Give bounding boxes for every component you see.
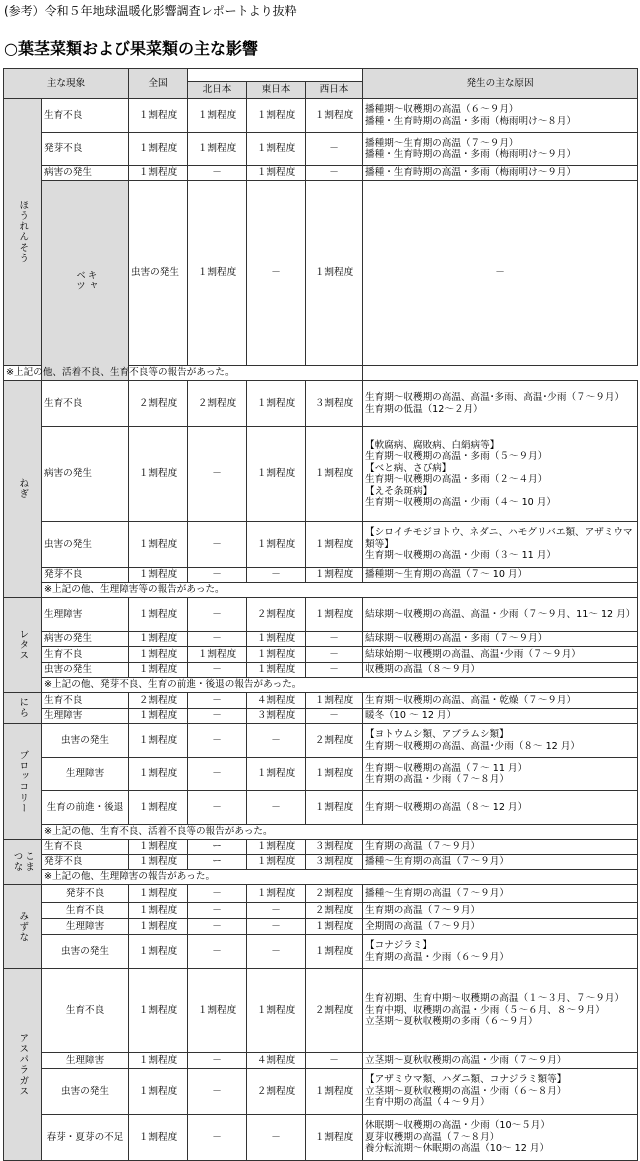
- nationwide-cell: ２割程度: [129, 693, 188, 709]
- cause-line: 生育期～収穫期の高温、高温･少雨（８～ 12 月）: [365, 740, 581, 752]
- cause-line: 生育初期、生育中期～収穫期の高温（１～３月、７～９月）: [365, 993, 625, 1005]
- table-row: [4, 647, 638, 663]
- table-row: [4, 427, 638, 522]
- north-cell: －: [188, 919, 247, 935]
- cause-line: 暖冬（10 ～ 12 月）: [365, 710, 457, 722]
- impact-table: [3, 68, 638, 1161]
- remark-row: [4, 825, 638, 840]
- cause-line: 結球期～収穫期の高温、高温・少雨（７～９月、11～ 12 月）: [365, 608, 636, 620]
- west-cell: １割程度: [306, 935, 363, 969]
- cause-cell: [363, 885, 638, 903]
- cause-line: 【コナジラミ】: [365, 940, 432, 951]
- cause-cell: [363, 427, 638, 522]
- cause-line: 夏芽収穫期の高温（７～８月）: [365, 1131, 500, 1143]
- cause-cell: [363, 903, 638, 919]
- north-cell: －: [188, 632, 247, 647]
- west-cell: １割程度: [306, 758, 363, 791]
- east-cell: １割程度: [306, 181, 363, 366]
- east-cell: １割程度: [247, 133, 306, 166]
- table-row: [4, 758, 638, 791]
- north-cell: －: [188, 663, 247, 678]
- phenomenon-cell: 生理障害: [42, 919, 129, 935]
- nationwide-cell: １割程度: [129, 568, 188, 583]
- phenomenon-cell: 生育不良: [42, 693, 129, 709]
- north-cell: ２割程度: [188, 381, 247, 427]
- cause-cell: [363, 381, 638, 427]
- phenomenon-cell: 生理障害: [42, 1053, 129, 1069]
- phenomenon-cell: 虫害の発生: [42, 935, 129, 969]
- table-row: [4, 1053, 638, 1069]
- west-cell: －: [306, 647, 363, 663]
- cause-cell: [363, 693, 638, 709]
- phenomenon-cell: 病害の発生: [42, 632, 129, 647]
- cause-cell: [363, 709, 638, 724]
- north-cell: １割程度: [188, 647, 247, 663]
- east-cell: １割程度: [247, 758, 306, 791]
- phenomenon-cell: 発芽不良: [42, 885, 129, 903]
- east-cell: １割程度: [247, 855, 306, 870]
- nationwide-cell: １割程度: [129, 885, 188, 903]
- remark-text: ※上記の他、生育不良、活着不良等の報告があった。: [42, 825, 638, 840]
- cause-cell: [363, 647, 638, 663]
- cause-line: 全期間の高温（７～９月）: [365, 920, 481, 932]
- east-cell: －: [247, 903, 306, 919]
- category-lettuce: レタス: [4, 598, 42, 693]
- cause-cell: [363, 568, 638, 583]
- category-line: こま: [23, 851, 34, 873]
- east-cell: －: [247, 724, 306, 758]
- cause-line: 播種期～収穫期の高温（６～９月）: [365, 104, 519, 115]
- phenomenon-cell: 発芽不良: [42, 133, 129, 166]
- table-row: [4, 632, 638, 647]
- cause-line: 結球期～収穫期の高温・多雨（７～９月）: [365, 633, 548, 645]
- nationwide-cell: １割程度: [129, 133, 188, 166]
- nationwide-cell: １割程度: [129, 632, 188, 647]
- table-row: [4, 663, 638, 678]
- cause-line: 【べと病、さび病】: [365, 462, 452, 474]
- cause-cell: [363, 758, 638, 791]
- header-cause: 発生の主な原因: [363, 69, 638, 99]
- cause-cell: [363, 166, 638, 181]
- phenomenon-cell: 生育不良: [42, 647, 129, 663]
- phenomenon-cell: 生育不良: [42, 840, 129, 855]
- east-cell: １割程度: [247, 885, 306, 903]
- table-row: [4, 598, 638, 632]
- phenomenon-cell: 生育不良: [42, 903, 129, 919]
- nationwide-cell: １割程度: [129, 522, 188, 568]
- east-cell: ２割程度: [247, 1069, 306, 1115]
- east-cell: ４割程度: [247, 693, 306, 709]
- cause-line: 生育中期の高温（４～９月）: [365, 1097, 490, 1109]
- cause-line: 播種期～生育期の高温（７～９月）: [365, 137, 519, 149]
- category-line: ベツ: [74, 269, 85, 292]
- category-line: キャ: [85, 269, 97, 292]
- cause-line: 生育期の低温（12～２月）: [365, 403, 483, 415]
- cause-cell: [363, 791, 638, 825]
- cause-line: 生育期の高温・少雨（６～９月）: [365, 951, 509, 963]
- east-cell: １割程度: [247, 632, 306, 647]
- north-cell: －: [188, 1115, 247, 1161]
- north-cell: －: [188, 693, 247, 709]
- north-cell: －: [188, 903, 247, 919]
- east-cell: ２割程度: [247, 598, 306, 632]
- north-cell: －: [188, 885, 247, 903]
- west-cell: －: [363, 181, 638, 366]
- remark-text: ※上記の他、発芽不良、生育の前進・後退の報告があった。: [42, 678, 638, 693]
- remark-row: [4, 870, 638, 885]
- remark-row: [4, 583, 638, 598]
- east-cell: １割程度: [247, 663, 306, 678]
- cause-cell: [363, 840, 638, 855]
- west-cell: １割程度: [306, 791, 363, 825]
- west-cell: １割程度: [306, 568, 363, 583]
- header-phenomenon: 主な現象: [4, 69, 129, 99]
- nationwide-cell: ２割程度: [129, 381, 188, 427]
- category-spinach: ほうれんそう: [4, 99, 42, 366]
- north-cell: －: [188, 522, 247, 568]
- nationwide-cell: １割程度: [129, 919, 188, 935]
- west-cell: －: [306, 166, 363, 181]
- table-row: [4, 1069, 638, 1115]
- cause-cell: [363, 632, 638, 647]
- cause-cell: [363, 1053, 638, 1069]
- nationwide-cell: １割程度: [129, 1115, 188, 1161]
- table-row: [4, 791, 638, 825]
- cause-cell: [363, 919, 638, 935]
- cause-cell: [363, 1115, 638, 1161]
- cause-cell: [363, 598, 638, 632]
- cause-line: 生育期～収穫期の高温・多雨（２～４月）: [365, 474, 548, 485]
- east-cell: １割程度: [247, 840, 306, 855]
- category-komatsuna: [4, 840, 42, 885]
- nationwide-cell: １割程度: [129, 969, 188, 1053]
- east-cell: －: [247, 919, 306, 935]
- west-cell: ２割程度: [306, 903, 363, 919]
- cause-line: 【シロイチモジヨトウ、ネダニ、ハモグリバエ類、アザミウマ類等】: [365, 527, 633, 550]
- nationwide-cell: １割程度: [129, 724, 188, 758]
- west-cell: ２割程度: [306, 724, 363, 758]
- cause-cell: [363, 969, 638, 1053]
- west-cell: ３割程度: [306, 840, 363, 855]
- nationwide-cell: １割程度: [129, 1069, 188, 1115]
- east-cell: １割程度: [247, 99, 306, 133]
- west-cell: ３割程度: [306, 855, 363, 870]
- nationwide-cell: １割程度: [129, 598, 188, 632]
- cause-line: 結球始期～収穫期の高温、高温･少雨（７～９月）: [365, 648, 581, 660]
- cause-line: 生育期の高温（７～９月）: [365, 904, 481, 916]
- north-cell: ー: [188, 840, 247, 855]
- cause-cell: [363, 133, 638, 166]
- east-cell: －: [247, 1115, 306, 1161]
- cause-cell: [363, 522, 638, 568]
- phenomenon-cell: 生育の前進・後退: [42, 791, 129, 825]
- phenomenon-cell: 病害の発生: [42, 427, 129, 522]
- category-cabbage: [42, 181, 129, 381]
- table-row: [4, 709, 638, 724]
- remark-text: ※上記の他、生理障害等の報告があった。: [42, 583, 638, 598]
- east-cell: －: [247, 568, 306, 583]
- west-cell: １割程度: [306, 598, 363, 632]
- nationwide-cell: １割程度: [129, 758, 188, 791]
- nationwide-cell: １割程度: [129, 166, 188, 181]
- cause-line: 生育期の高温・少雨（７～８月）: [365, 774, 509, 785]
- table-row: [4, 969, 638, 1053]
- category-mizuna: みずな: [4, 885, 42, 969]
- cause-line: 播種期～生育期の高温（７～ 10 月）: [365, 569, 528, 581]
- nationwide-cell: １割程度: [129, 903, 188, 919]
- cause-line: 播種～生育期の高温（７～９月）: [365, 887, 509, 899]
- east-cell: ３割程度: [247, 709, 306, 724]
- cause-line: 立茎期～夏秋収穫期の高温・少雨（６～８月）: [365, 1085, 567, 1097]
- west-cell: －: [306, 663, 363, 678]
- cause-line: 【アザミウマ類、ハダニ類、コナジラミ類等】: [365, 1074, 567, 1086]
- east-cell: －: [247, 935, 306, 969]
- phenomenon-cell: 発芽不良: [42, 855, 129, 870]
- cause-line: 生育期～収穫期の高温・多雨（５～９月）: [365, 451, 548, 462]
- east-cell: １割程度: [247, 381, 306, 427]
- north-cell: １割程度: [188, 99, 247, 133]
- north-cell: －: [188, 724, 247, 758]
- phenomenon-cell: 生育不良: [42, 99, 129, 133]
- table-row: [4, 840, 638, 855]
- cause-line: 生育期～収穫期の高温・少雨（４～ 10 月）: [365, 497, 557, 508]
- north-cell: －: [188, 935, 247, 969]
- north-cell: １割程度: [188, 969, 247, 1053]
- table-row: [4, 693, 638, 709]
- cause-line: 播種～生育期の高温（７～９月）: [365, 856, 509, 868]
- west-cell: １割程度: [306, 1069, 363, 1115]
- table-row: [4, 724, 638, 758]
- cause-line: 休眠期～収穫期の高温・少雨（10～５月）: [365, 1120, 550, 1132]
- cause-line: 播種・生育時期の高温・多雨（梅雨明け～９月）: [365, 167, 577, 179]
- nationwide-cell: １割程度: [129, 1053, 188, 1069]
- cause-cell: [363, 935, 638, 969]
- cause-cell: [363, 855, 638, 870]
- phenomenon-cell: 虫害の発生: [42, 724, 129, 758]
- nationwide-cell: １割程度: [129, 427, 188, 522]
- table-row: [4, 919, 638, 935]
- cause-line: 播種・生育時期の高温・多雨（梅雨明け～８月）: [365, 115, 577, 127]
- nationwide-cell: １割程度: [129, 855, 188, 870]
- table-row: [4, 522, 638, 568]
- cause-cell: [363, 663, 638, 678]
- west-cell: －: [306, 133, 363, 166]
- table-row: [4, 855, 638, 870]
- phenomenon-cell: 虫害の発生: [42, 522, 129, 568]
- category-nira: にら: [4, 693, 42, 724]
- table-row: [4, 885, 638, 903]
- cause-line: 【軟腐病、腐敗病、白絹病等】: [365, 439, 500, 451]
- west-cell: －: [306, 709, 363, 724]
- nationwide-cell: １割程度: [129, 709, 188, 724]
- cause-line: 生育期～収穫期の高温、高温・乾燥（７～９月）: [365, 694, 577, 706]
- table-row: [4, 935, 638, 969]
- phenomenon-cell: 生理障害: [42, 598, 129, 632]
- west-cell: ２割程度: [306, 885, 363, 903]
- category-asparagus: アスパラガス: [4, 969, 42, 1161]
- east-cell: １割程度: [247, 166, 306, 181]
- nationwide-cell: １割程度: [129, 840, 188, 855]
- north-cell: －: [188, 568, 247, 583]
- cause-line: 立茎期～夏秋収穫期の高温・少雨（７～９月）: [365, 1054, 567, 1066]
- cause-line: 【ヨトウムシ類、アブラムシ類】: [365, 729, 509, 740]
- cause-line: 生育期の高温（７～９月）: [365, 841, 481, 853]
- category-line: つな: [11, 851, 23, 873]
- phenomenon-cell: 生理障害: [42, 758, 129, 791]
- cause-line: 養分転流期～休眠期の高温（10～ 12 月）: [365, 1143, 550, 1155]
- nationwide-cell: １割程度: [129, 935, 188, 969]
- nationwide-cell: １割程度: [129, 663, 188, 678]
- west-cell: １割程度: [306, 99, 363, 133]
- phenomenon-cell: 生育不良: [42, 381, 129, 427]
- remark-row: [4, 678, 638, 693]
- cause-cell: [363, 724, 638, 758]
- cause-line: 生育中期、収穫期の高温・少雨（５～６月、８～９月）: [365, 1004, 605, 1016]
- table-row: [4, 99, 638, 133]
- phenomenon-cell: 生理障害: [42, 709, 129, 724]
- north-cell: －: [247, 181, 306, 366]
- table-row: [4, 568, 638, 583]
- east-cell: １割程度: [247, 969, 306, 1053]
- cause-line: 生育期～収穫期の高温（８～ 12 月）: [365, 801, 528, 813]
- page-title: ○葉茎菜類および果菜類の主な影響: [4, 39, 258, 58]
- cause-cell: [363, 99, 638, 133]
- header-east: 東日本: [247, 82, 306, 99]
- north-cell: ー: [188, 855, 247, 870]
- west-cell: －: [306, 632, 363, 647]
- west-cell: １割程度: [306, 522, 363, 568]
- remark-text: ※上記の他、活着不良、生育不良等の報告があった。: [4, 366, 363, 381]
- header-regions-spacer: [188, 69, 363, 82]
- cause-cell: [363, 1069, 638, 1115]
- cause-line: 立茎期～夏秋収穫期の多雨（６～９月）: [365, 1016, 538, 1028]
- phenomenon-cell: 病害の発生: [42, 166, 129, 181]
- table-row: [4, 1115, 638, 1161]
- remark-row: [4, 366, 638, 381]
- west-cell: ２割程度: [306, 969, 363, 1053]
- nationwide-cell: １割程度: [129, 791, 188, 825]
- phenomenon-cell: 春芽・夏芽の不足: [42, 1115, 129, 1161]
- north-cell: －: [188, 427, 247, 522]
- west-cell: １割程度: [306, 919, 363, 935]
- cause-line: 播種・生育時期の高温・多雨（梅雨明け～９月）: [365, 149, 577, 160]
- category-broccoli: ブロッコリー: [4, 724, 42, 840]
- nationwide-cell: １割程度: [129, 99, 188, 133]
- north-cell: －: [188, 598, 247, 632]
- table-row: [4, 903, 638, 919]
- remark-text: ※上記の他、生理障害の報告があった。: [42, 870, 638, 885]
- table-row: [4, 181, 638, 366]
- table-body: [4, 69, 638, 1161]
- phenomenon-cell: 虫害の発生: [129, 181, 188, 366]
- table-row: [4, 133, 638, 166]
- north-cell: －: [188, 709, 247, 724]
- table-row: [4, 166, 638, 181]
- west-cell: ３割程度: [306, 381, 363, 427]
- cause-line: 生育期～収穫期の高温、高温･多雨、高温･少雨（７～９月）: [365, 392, 625, 403]
- phenomenon-cell: 虫害の発生: [42, 1069, 129, 1115]
- north-cell: －: [188, 1069, 247, 1115]
- cause-line: 生育期～収穫期の高温・少雨（３～ 11 月）: [365, 550, 557, 562]
- cause-line: 収穫期の高温（８～９月）: [365, 664, 481, 676]
- header-north: 北日本: [188, 82, 247, 99]
- header-nationwide: 全国: [129, 69, 188, 99]
- west-cell: －: [306, 1053, 363, 1069]
- north-cell: １割程度: [188, 133, 247, 166]
- table-row: [4, 381, 638, 427]
- phenomenon-cell: 虫害の発生: [42, 663, 129, 678]
- cause-line: 生育期～収穫期の高温（７～ 11 月）: [365, 762, 528, 774]
- header-west: 西日本: [306, 82, 363, 99]
- east-cell: －: [247, 791, 306, 825]
- reference-note: (参考）令和５年地球温暖化影響調査レポートより抜粋: [4, 4, 297, 18]
- east-cell: ４割程度: [247, 1053, 306, 1069]
- nationwide-cell: １割程度: [188, 181, 247, 366]
- north-cell: －: [188, 1053, 247, 1069]
- east-cell: １割程度: [247, 522, 306, 568]
- east-cell: １割程度: [247, 647, 306, 663]
- north-cell: －: [188, 758, 247, 791]
- north-cell: －: [188, 166, 247, 181]
- phenomenon-cell: 発芽不良: [42, 568, 129, 583]
- phenomenon-cell: 生育不良: [42, 969, 129, 1053]
- cause-line: 【えそ条斑病】: [365, 485, 433, 497]
- nationwide-cell: １割程度: [129, 647, 188, 663]
- west-cell: １割程度: [306, 1115, 363, 1161]
- east-cell: １割程度: [247, 427, 306, 522]
- west-cell: １割程度: [306, 427, 363, 522]
- west-cell: １割程度: [306, 693, 363, 709]
- category-negi: ねぎ: [4, 381, 42, 598]
- north-cell: －: [188, 791, 247, 825]
